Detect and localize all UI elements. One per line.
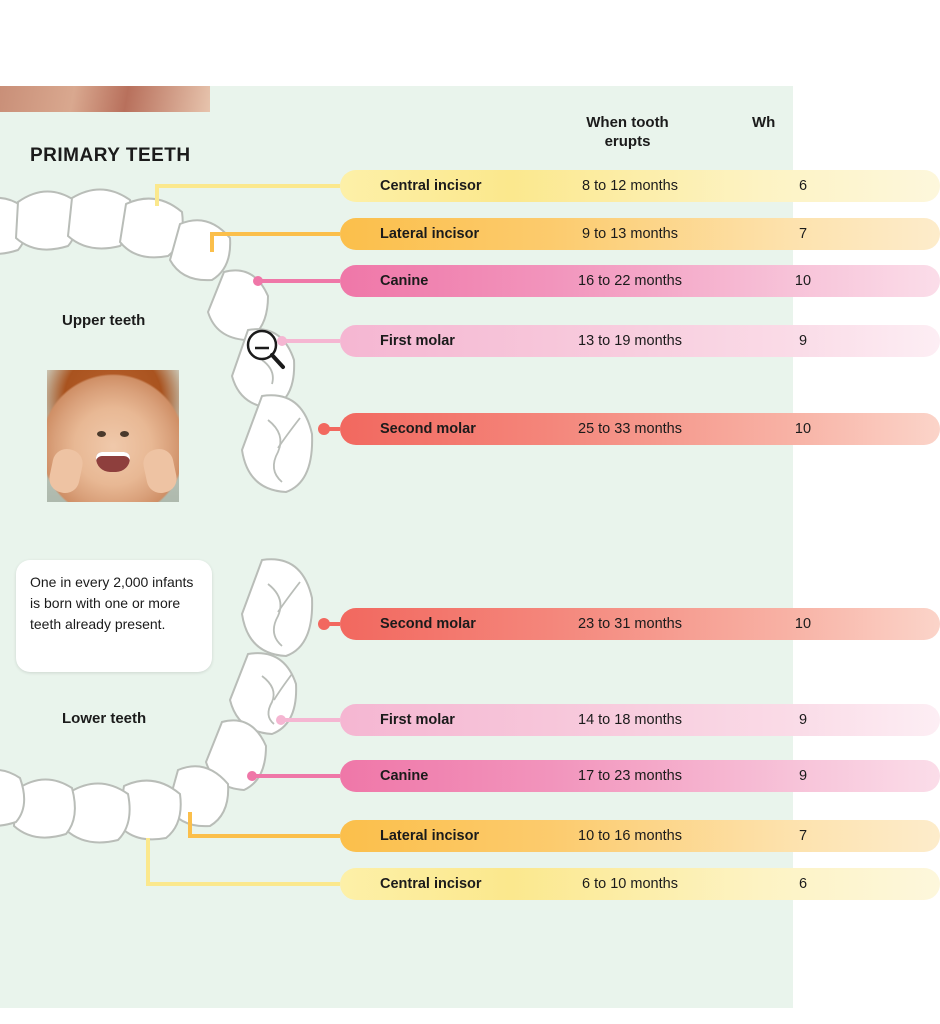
table-row[interactable] (340, 218, 940, 250)
table-row[interactable] (340, 325, 940, 357)
tooth-sheds: 10 (794, 421, 812, 437)
child-photo-eye-right (120, 431, 129, 437)
fact-box (16, 560, 212, 672)
label-upper-teeth: Upper teeth (62, 312, 146, 329)
tooth-name: First molar (380, 712, 455, 728)
tooth-name: Second molar (380, 616, 476, 632)
fact-box-text: One in every 2,000 infants is born with one or more teeth already present. (30, 574, 194, 632)
tooth-name: Canine (380, 273, 429, 289)
tooth-erupts: 23 to 31 months (578, 616, 682, 632)
child-photo-eye-left (97, 431, 106, 437)
page-title: PRIMARY TEETH (30, 145, 191, 166)
tooth-erupts: 9 to 13 months (582, 226, 678, 242)
table-row[interactable] (340, 820, 940, 852)
table-row[interactable] (340, 413, 940, 445)
table-row[interactable] (340, 608, 940, 640)
tooth-sheds: 9 (798, 712, 808, 728)
table-row[interactable] (340, 704, 940, 736)
tooth-erupts: 13 to 19 months (578, 333, 682, 349)
child-photo (47, 370, 179, 502)
tooth-sheds: 7 (798, 226, 808, 242)
tooth-erupts: 25 to 33 months (578, 421, 682, 437)
tooth-erupts: 10 to 16 months (578, 828, 682, 844)
tooth-sheds: 9 (798, 333, 808, 349)
tooth-erupts: 6 to 10 months (582, 876, 678, 892)
tooth-sheds: 7 (798, 828, 808, 844)
tooth-name: Canine (380, 768, 429, 784)
tooth-name: First molar (380, 333, 455, 349)
tooth-sheds: 9 (798, 768, 808, 784)
tooth-name: Second molar (380, 421, 476, 437)
table-row[interactable] (340, 265, 940, 297)
tooth-erupts: 16 to 22 months (578, 273, 682, 289)
top-photo-strip (0, 86, 210, 112)
magnifier-icon (245, 328, 285, 368)
tooth-name: Central incisor (380, 876, 482, 892)
label-lower-teeth: Lower teeth (62, 710, 147, 727)
tooth-sheds: 6 (798, 876, 808, 892)
tooth-erupts: 17 to 23 months (578, 768, 682, 784)
tooth-sheds: 10 (794, 616, 812, 632)
table-row[interactable] (340, 170, 940, 202)
column-header-sheds (752, 113, 872, 132)
tooth-erupts: 8 to 12 months (582, 178, 678, 194)
tooth-erupts: 14 to 18 months (578, 712, 682, 728)
tooth-sheds: 6 (798, 178, 808, 194)
column-header-erupts-line1: When tooth (586, 114, 669, 131)
column-header-erupts (545, 113, 710, 151)
column-header-sheds-line1: Wh (752, 114, 776, 131)
tooth-sheds: 10 (794, 273, 812, 289)
table-row[interactable] (340, 868, 940, 900)
tooth-name: Lateral incisor (380, 226, 480, 242)
column-header-erupts-line2: erupts (604, 133, 651, 150)
tooth-name: Central incisor (380, 178, 482, 194)
table-row[interactable] (340, 760, 940, 792)
tooth-name: Lateral incisor (380, 828, 480, 844)
